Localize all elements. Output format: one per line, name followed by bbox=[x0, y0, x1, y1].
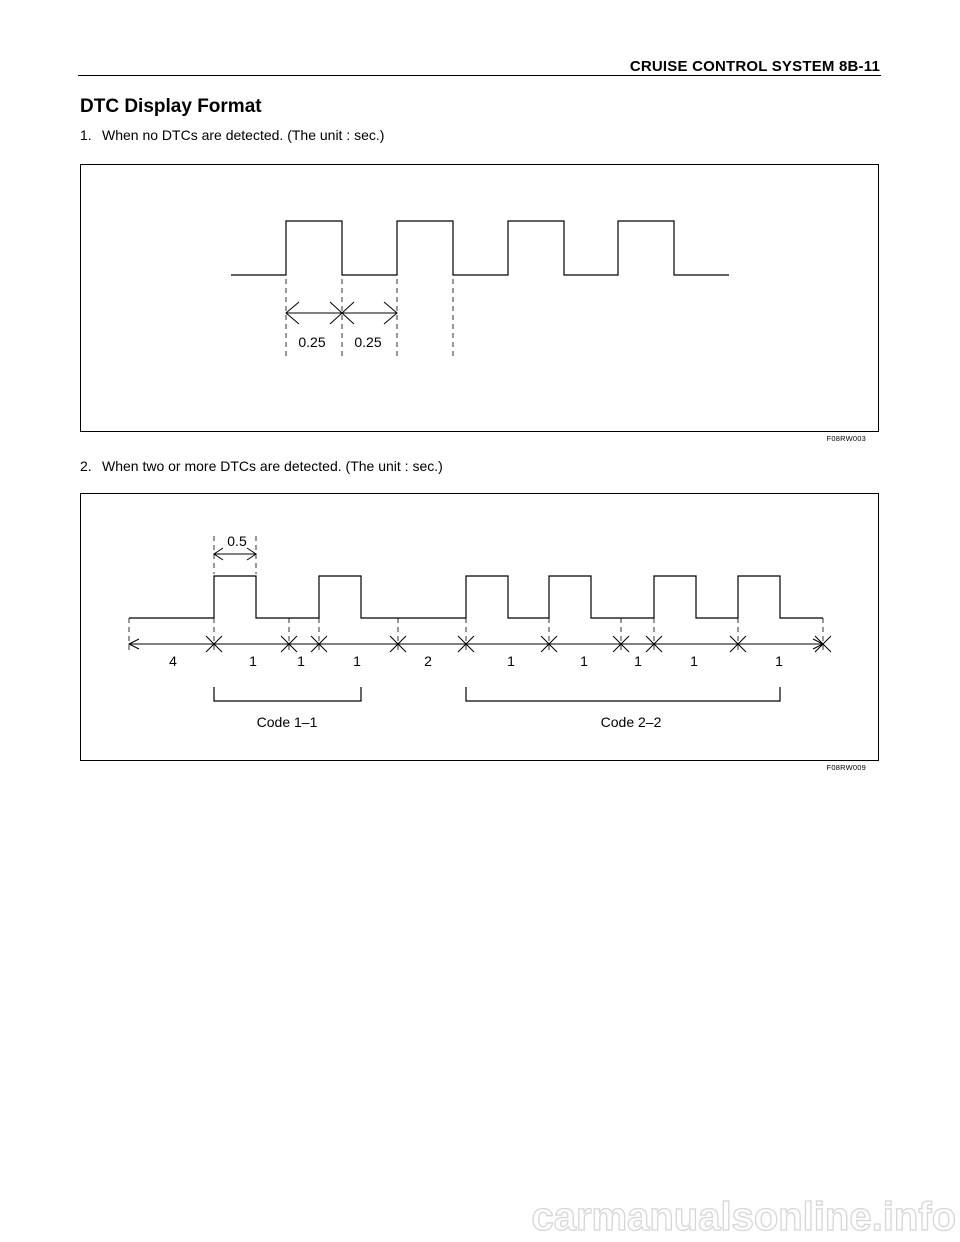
watermark bbox=[0, 1192, 960, 1242]
watermark-svg bbox=[0, 1192, 960, 1242]
pulse-waveform bbox=[231, 221, 729, 275]
code-label: Code 2–2 bbox=[600, 714, 662, 730]
interval-label: 0.25 bbox=[298, 334, 326, 350]
segment-value: 1 bbox=[507, 653, 515, 669]
code-waveform bbox=[129, 576, 823, 618]
running-header: CRUISE CONTROL SYSTEM 8B-11 bbox=[629, 58, 880, 75]
watermark-text: carmanualsonline.info bbox=[531, 1195, 956, 1239]
segment-value: 1 bbox=[634, 653, 642, 669]
figure-1-id: F08RW003 bbox=[826, 434, 866, 443]
step-text: When no DTCs are detected. (The unit : sec.) bbox=[102, 127, 385, 143]
segment-value: 1 bbox=[353, 653, 361, 669]
code-label: Code 1–1 bbox=[256, 714, 318, 730]
figure-1-timing-diagram bbox=[80, 164, 879, 432]
figure-2-svg bbox=[81, 494, 878, 760]
segment-value: 1 bbox=[690, 653, 698, 669]
segment-value: 2 bbox=[424, 653, 432, 669]
section-title: DTC Display Format bbox=[80, 96, 262, 117]
figure-2-id: F08RW009 bbox=[826, 763, 866, 772]
code-bracket bbox=[466, 687, 780, 701]
step-text: When two or more DTCs are detected. (The unit : sec.) bbox=[102, 458, 443, 474]
step-number: 1. bbox=[80, 127, 92, 143]
step-1 bbox=[80, 127, 384, 143]
figure-1-svg bbox=[81, 165, 878, 431]
step-number: 2. bbox=[80, 458, 92, 474]
figure-2-timing-diagram bbox=[80, 493, 879, 761]
segment-value: 1 bbox=[775, 653, 783, 669]
code-bracket bbox=[214, 687, 361, 701]
segment-value: 4 bbox=[169, 653, 177, 669]
segment-value: 1 bbox=[249, 653, 257, 669]
segment-value: 1 bbox=[297, 653, 305, 669]
pulse-width-label: 0.5 bbox=[227, 533, 247, 549]
segment-value: 1 bbox=[580, 653, 588, 669]
step-2 bbox=[80, 458, 443, 474]
interval-label: 0.25 bbox=[354, 334, 382, 350]
header-rule bbox=[78, 75, 881, 76]
